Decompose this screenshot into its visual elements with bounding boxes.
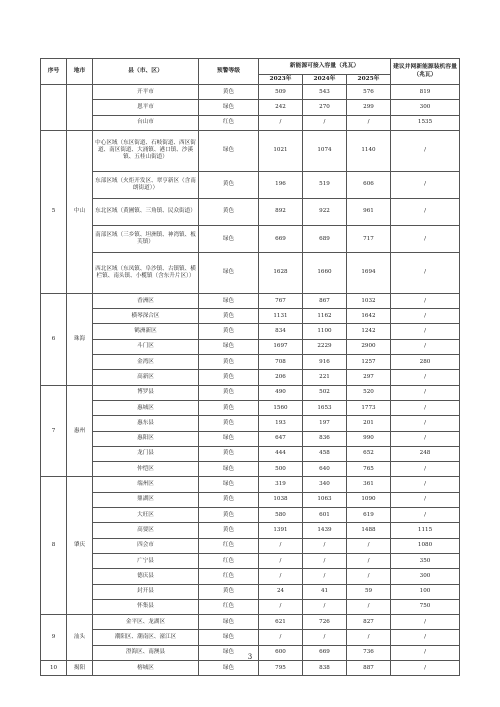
cell-county: 封开县 — [93, 584, 199, 599]
cell-warning: 绿色 — [199, 645, 259, 660]
cell-y2023: 795 — [259, 660, 303, 675]
table-row — [41, 538, 460, 553]
cell-y2023: 1131 — [259, 309, 303, 324]
cell-county: 高新区 — [93, 370, 199, 385]
cell-y2024: 916 — [303, 355, 347, 370]
cell-storage: / — [391, 171, 460, 198]
cell-warning: 黄色 — [199, 385, 259, 400]
table-row — [41, 569, 460, 584]
cell-county: 斗门区 — [93, 339, 199, 354]
cell-city: 肇庆 — [67, 477, 93, 615]
table-row — [41, 85, 460, 100]
cell-county: 金湾区 — [93, 355, 199, 370]
cell-warning: 黄色 — [199, 370, 259, 385]
cell-y2023: / — [259, 599, 303, 614]
cell-warning: 黄色 — [199, 400, 259, 415]
cell-county: 大旺区 — [93, 508, 199, 523]
cell-storage: / — [391, 324, 460, 339]
cell-y2024: 922 — [303, 198, 347, 225]
cell-storage: 1535 — [391, 115, 460, 130]
cell-y2023: 1021 — [259, 130, 303, 171]
cell-county: 香洲区 — [93, 293, 199, 308]
cell-y2024: / — [303, 599, 347, 614]
cell-storage: / — [391, 400, 460, 415]
cell-county: 西北区域（东凤镇、阜沙镇、古镇镇、横栏镇、南头镇、小榄镇（含东升片区）） — [93, 253, 199, 294]
cell-storage: / — [391, 309, 460, 324]
cell-warning: 绿色 — [199, 477, 259, 492]
cell-y2025: 520 — [347, 385, 391, 400]
cell-county: 惠东县 — [93, 416, 199, 431]
cell-storage: / — [391, 630, 460, 645]
cell-y2024: 1074 — [303, 130, 347, 171]
header-year-2023: 2023年 — [259, 75, 303, 85]
cell-county: 博罗县 — [93, 385, 199, 400]
cell-county: 东部区域（火炬开发区、翠亨新区（含南朗街道）） — [93, 171, 199, 198]
page-number: 3 — [247, 653, 253, 661]
cell-no: 8 — [41, 477, 67, 615]
cell-y2024: 2229 — [303, 339, 347, 354]
cell-warning: 绿色 — [199, 100, 259, 115]
cell-warning: 绿色 — [199, 293, 259, 308]
table-row — [41, 508, 460, 523]
cell-y2023: 24 — [259, 584, 303, 599]
cell-y2025: 827 — [347, 615, 391, 630]
cell-storage: / — [391, 477, 460, 492]
cell-county: 惠城区 — [93, 400, 199, 415]
cell-county: 龙门县 — [93, 446, 199, 461]
table-row — [41, 100, 460, 115]
cell-storage: 300 — [391, 100, 460, 115]
table-row — [41, 324, 460, 339]
header-year-2024: 2024年 — [303, 75, 347, 85]
cell-warning: 绿色 — [199, 462, 259, 477]
cell-storage: / — [391, 416, 460, 431]
cell-y2023: / — [259, 538, 303, 553]
cell-y2023: 1628 — [259, 253, 303, 294]
cell-y2025: 652 — [347, 446, 391, 461]
table-row — [41, 492, 460, 507]
table-row — [41, 446, 460, 461]
cell-no: 6 — [41, 293, 67, 385]
cell-y2025: 1032 — [347, 293, 391, 308]
cell-y2025: / — [347, 569, 391, 584]
cell-warning: 黄色 — [199, 523, 259, 538]
cell-county: 鹤洲新区 — [93, 324, 199, 339]
cell-y2023: 196 — [259, 171, 303, 198]
cell-y2025: 887 — [347, 660, 391, 675]
cell-storage: 1080 — [391, 538, 460, 553]
cell-county: 开平市 — [93, 85, 199, 100]
cell-storage: 750 — [391, 599, 460, 614]
cell-y2023: 708 — [259, 355, 303, 370]
cell-y2024: 726 — [303, 615, 347, 630]
table-row — [41, 370, 460, 385]
cell-y2025: / — [347, 115, 391, 130]
cell-y2025: / — [347, 538, 391, 553]
table-row — [41, 171, 460, 198]
cell-y2024: 836 — [303, 431, 347, 446]
cell-y2024: 519 — [303, 171, 347, 198]
cell-y2024: 458 — [303, 446, 347, 461]
cell-y2025: / — [347, 553, 391, 568]
cell-storage: / — [391, 130, 460, 171]
cell-y2023: 444 — [259, 446, 303, 461]
cell-y2024: 601 — [303, 508, 347, 523]
cell-warning: 红色 — [199, 538, 259, 553]
table-row — [41, 253, 460, 294]
cell-warning: 黄色 — [199, 309, 259, 324]
cell-warning: 绿色 — [199, 615, 259, 630]
cell-y2023: 892 — [259, 198, 303, 225]
cell-y2023: / — [259, 553, 303, 568]
cell-warning: 红色 — [199, 553, 259, 568]
cell-warning: 黄色 — [199, 446, 259, 461]
cell-county: 台山市 — [93, 115, 199, 130]
header-no: 序号 — [41, 59, 67, 85]
cell-county: 东北区域（黄圃镇、三角镇、民众街道） — [93, 198, 199, 225]
cell-storage: / — [391, 660, 460, 675]
cell-y2024: 221 — [303, 370, 347, 385]
cell-storage: / — [391, 508, 460, 523]
cell-y2024: / — [303, 630, 347, 645]
cell-city: 揭阳 — [67, 660, 93, 675]
cell-y2024: / — [303, 553, 347, 568]
table-row — [41, 385, 460, 400]
cell-y2025: 765 — [347, 462, 391, 477]
cell-storage: / — [391, 293, 460, 308]
cell-storage: / — [391, 462, 460, 477]
cell-y2025: 361 — [347, 477, 391, 492]
cell-y2024: / — [303, 115, 347, 130]
cell-y2025: 619 — [347, 508, 391, 523]
cell-y2024: 1653 — [303, 400, 347, 415]
header-year-2025: 2025年 — [347, 75, 391, 85]
cell-y2023: 242 — [259, 100, 303, 115]
cell-warning: 黄色 — [199, 416, 259, 431]
cell-storage: 1115 — [391, 523, 460, 538]
cell-city: 中山 — [67, 130, 93, 293]
cell-storage: / — [391, 431, 460, 446]
cell-y2025: 576 — [347, 85, 391, 100]
table-row — [41, 660, 460, 675]
capacity-table — [40, 58, 460, 676]
cell-county: 怀集县 — [93, 599, 199, 614]
cell-y2024: 1439 — [303, 523, 347, 538]
table-row — [41, 309, 460, 324]
cell-county: 横琴深合区 — [93, 309, 199, 324]
cell-warning: 绿色 — [199, 630, 259, 645]
header-warning-level: 预警等级 — [199, 59, 259, 85]
cell-y2024: 640 — [303, 462, 347, 477]
cell-y2025: 1090 — [347, 492, 391, 507]
cell-storage: / — [391, 645, 460, 660]
cell-county: 潮阳区、潮南区、濠江区 — [93, 630, 199, 645]
cell-city: 珠海 — [67, 293, 93, 385]
cell-warning: 红色 — [199, 599, 259, 614]
cell-county: 榕城区 — [93, 660, 199, 675]
cell-county: 仲恺区 — [93, 462, 199, 477]
cell-y2023: / — [259, 630, 303, 645]
cell-warning: 黄色 — [199, 198, 259, 225]
cell-no: 9 — [41, 615, 67, 661]
cell-y2025: 297 — [347, 370, 391, 385]
table-row — [41, 225, 460, 252]
cell-y2025: 961 — [347, 198, 391, 225]
cell-y2024: 502 — [303, 385, 347, 400]
cell-warning: 绿色 — [199, 660, 259, 675]
cell-y2023: 834 — [259, 324, 303, 339]
cell-county: 高要区 — [93, 523, 199, 538]
cell-storage: 248 — [391, 446, 460, 461]
cell-y2025: 1694 — [347, 253, 391, 294]
cell-y2023: 509 — [259, 85, 303, 100]
cell-y2023: 767 — [259, 293, 303, 308]
cell-storage: / — [391, 615, 460, 630]
cell-storage: / — [391, 225, 460, 252]
cell-y2024: 867 — [303, 293, 347, 308]
cell-y2024: 689 — [303, 225, 347, 252]
cell-county: 恩平市 — [93, 100, 199, 115]
table-row — [41, 115, 460, 130]
cell-no: 10 — [41, 660, 67, 675]
cell-warning: 红色 — [199, 115, 259, 130]
table-row — [41, 355, 460, 370]
cell-storage: 300 — [391, 569, 460, 584]
table-row — [41, 477, 460, 492]
cell-y2023: 500 — [259, 462, 303, 477]
cell-city — [67, 85, 93, 131]
cell-warning: 黄色 — [199, 508, 259, 523]
table-row — [41, 615, 460, 630]
table-row — [41, 293, 460, 308]
cell-y2023: / — [259, 569, 303, 584]
table-row — [41, 198, 460, 225]
cell-y2025: 1488 — [347, 523, 391, 538]
cell-warning: 绿色 — [199, 431, 259, 446]
cell-y2024: 1660 — [303, 253, 347, 294]
cell-y2023: 1697 — [259, 339, 303, 354]
cell-y2025: 606 — [347, 171, 391, 198]
cell-city: 汕头 — [67, 615, 93, 661]
cell-y2025: 299 — [347, 100, 391, 115]
cell-warning: 绿色 — [199, 253, 259, 294]
cell-county: 四会市 — [93, 538, 199, 553]
cell-warning: 绿色 — [199, 339, 259, 354]
cell-y2024: 838 — [303, 660, 347, 675]
cell-y2025: 59 — [347, 584, 391, 599]
cell-y2024: 1063 — [303, 492, 347, 507]
cell-y2024: 1100 — [303, 324, 347, 339]
cell-y2025: 990 — [347, 431, 391, 446]
cell-county: 南部区域（三乡镇、坦洲镇、神湾镇、板芙镇） — [93, 225, 199, 252]
cell-y2023: 490 — [259, 385, 303, 400]
cell-warning: 红色 — [199, 569, 259, 584]
cell-county: 鼎湖区 — [93, 492, 199, 507]
cell-storage: 280 — [391, 355, 460, 370]
cell-county: 惠阳区 — [93, 431, 199, 446]
table-body — [41, 85, 460, 676]
cell-y2023: 1560 — [259, 400, 303, 415]
cell-y2023: 1391 — [259, 523, 303, 538]
cell-county: 广宁县 — [93, 553, 199, 568]
table-row — [41, 523, 460, 538]
cell-y2023: 669 — [259, 225, 303, 252]
cell-y2023: 621 — [259, 615, 303, 630]
table-row — [41, 339, 460, 354]
table-row — [41, 553, 460, 568]
cell-storage: / — [391, 370, 460, 385]
cell-y2024: 270 — [303, 100, 347, 115]
cell-warning: 黄色 — [199, 355, 259, 370]
cell-y2023: 647 — [259, 431, 303, 446]
header-capacity-group: 新能源可接入容量（兆瓦） — [259, 59, 391, 75]
cell-y2024: 543 — [303, 85, 347, 100]
cell-warning: 黄色 — [199, 584, 259, 599]
cell-y2024: / — [303, 538, 347, 553]
cell-storage: / — [391, 253, 460, 294]
cell-y2024: 669 — [303, 645, 347, 660]
cell-y2024: 340 — [303, 477, 347, 492]
cell-storage: 100 — [391, 584, 460, 599]
cell-y2025: 717 — [347, 225, 391, 252]
cell-y2025: 1140 — [347, 130, 391, 171]
cell-y2025: 1642 — [347, 309, 391, 324]
table-row — [41, 416, 460, 431]
cell-storage: 819 — [391, 85, 460, 100]
header-county: 县（市、区） — [93, 59, 199, 85]
cell-y2024: 197 — [303, 416, 347, 431]
cell-storage: 350 — [391, 553, 460, 568]
cell-county: 端州区 — [93, 477, 199, 492]
cell-storage: / — [391, 198, 460, 225]
cell-y2025: 2900 — [347, 339, 391, 354]
cell-y2025: 736 — [347, 645, 391, 660]
table-row — [41, 400, 460, 415]
cell-warning: 黄色 — [199, 324, 259, 339]
cell-y2023: 580 — [259, 508, 303, 523]
cell-county: 澄海区、南澳县 — [93, 645, 199, 660]
cell-y2023: 1038 — [259, 492, 303, 507]
cell-warning: 黄色 — [199, 171, 259, 198]
header-suggested-capacity: 建议并网新能源装机容量（兆瓦） — [391, 59, 460, 85]
cell-county: 德庆县 — [93, 569, 199, 584]
header-city: 地市 — [67, 59, 93, 85]
cell-y2023: 319 — [259, 477, 303, 492]
cell-no — [41, 85, 67, 131]
cell-county: 金平区、龙湖区 — [93, 615, 199, 630]
cell-storage: / — [391, 339, 460, 354]
table-row — [41, 630, 460, 645]
cell-storage: / — [391, 492, 460, 507]
cell-y2024: 1162 — [303, 309, 347, 324]
cell-warning: 黄色 — [199, 85, 259, 100]
table-row — [41, 462, 460, 477]
cell-warning: 绿色 — [199, 225, 259, 252]
table-row — [41, 599, 460, 614]
cell-no: 5 — [41, 130, 67, 293]
table-row — [41, 584, 460, 599]
cell-y2023: 600 — [259, 645, 303, 660]
cell-y2023: 206 — [259, 370, 303, 385]
cell-y2023: 193 — [259, 416, 303, 431]
cell-y2024: 41 — [303, 584, 347, 599]
cell-warning: 绿色 — [199, 130, 259, 171]
cell-y2024: / — [303, 569, 347, 584]
cell-no: 7 — [41, 385, 67, 477]
cell-y2023: / — [259, 115, 303, 130]
table-row — [41, 431, 460, 446]
cell-y2025: 201 — [347, 416, 391, 431]
cell-city: 惠州 — [67, 385, 93, 477]
cell-y2025: / — [347, 599, 391, 614]
cell-y2025: / — [347, 630, 391, 645]
cell-y2025: 1242 — [347, 324, 391, 339]
cell-county: 中心区域（东区街道、石岐街道、西区街道、南区街道、大涌镇、港口镇、沙溪镇、五桂山街道） — [93, 130, 199, 171]
cell-y2025: 1257 — [347, 355, 391, 370]
cell-warning: 黄色 — [199, 492, 259, 507]
cell-storage: / — [391, 385, 460, 400]
table-row — [41, 130, 460, 171]
cell-y2025: 1773 — [347, 400, 391, 415]
